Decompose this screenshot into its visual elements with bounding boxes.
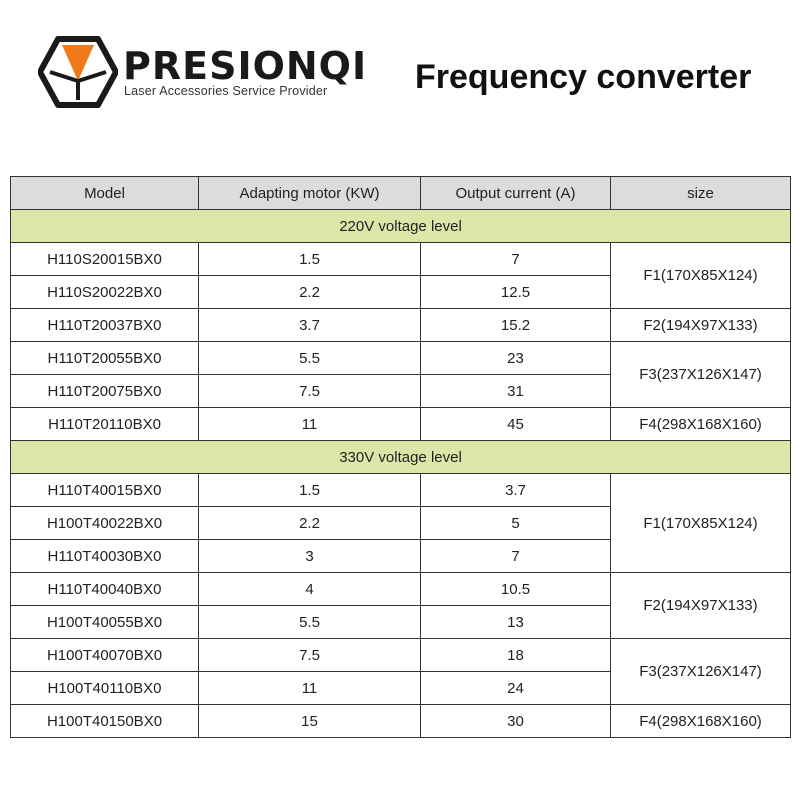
cell-current: 23 bbox=[421, 342, 611, 375]
cell-motor: 7.5 bbox=[199, 639, 421, 672]
table-row bbox=[11, 573, 791, 606]
cell-size: F2(194X97X133) bbox=[611, 573, 791, 639]
cell-current: 30 bbox=[421, 705, 611, 738]
cell-model: H110T40030BX0 bbox=[11, 540, 199, 573]
cell-motor: 15 bbox=[199, 705, 421, 738]
header-motor: Adapting motor (KW) bbox=[199, 177, 421, 210]
cell-current: 10.5 bbox=[421, 573, 611, 606]
cell-motor: 5.5 bbox=[199, 606, 421, 639]
cell-current: 13 bbox=[421, 606, 611, 639]
header-current: Output current (A) bbox=[421, 177, 611, 210]
table-row bbox=[11, 342, 791, 375]
cell-model: H100T40110BX0 bbox=[11, 672, 199, 705]
table-row bbox=[11, 243, 791, 276]
cell-model: H110S20022BX0 bbox=[11, 276, 199, 309]
table-row bbox=[11, 408, 791, 441]
header-size: size bbox=[611, 177, 791, 210]
cell-model: H110T20075BX0 bbox=[11, 375, 199, 408]
cell-model: H110T20037BX0 bbox=[11, 309, 199, 342]
cell-motor: 3.7 bbox=[199, 309, 421, 342]
cell-model: H100T40055BX0 bbox=[11, 606, 199, 639]
table-row bbox=[11, 474, 791, 507]
spec-table bbox=[10, 176, 791, 738]
cell-size: F4(298X168X160) bbox=[611, 408, 791, 441]
cell-model: H100T40022BX0 bbox=[11, 507, 199, 540]
cell-model: H110S20015BX0 bbox=[11, 243, 199, 276]
section-label: 220V voltage level bbox=[11, 210, 791, 243]
table-header-row bbox=[11, 177, 791, 210]
cell-current: 3.7 bbox=[421, 474, 611, 507]
cell-size: F3(237X126X147) bbox=[611, 342, 791, 408]
cell-model: H110T40040BX0 bbox=[11, 573, 199, 606]
brand-tagline: Laser Accessories Service Provider bbox=[124, 84, 328, 98]
cell-current: 7 bbox=[421, 540, 611, 573]
cell-size: F2(194X97X133) bbox=[611, 309, 791, 342]
cell-model: H110T40015BX0 bbox=[11, 474, 199, 507]
cell-current: 45 bbox=[421, 408, 611, 441]
cell-motor: 2.2 bbox=[199, 507, 421, 540]
cell-current: 12.5 bbox=[421, 276, 611, 309]
cell-current: 15.2 bbox=[421, 309, 611, 342]
cell-current: 7 bbox=[421, 243, 611, 276]
cell-size: F4(298X168X160) bbox=[611, 705, 791, 738]
cell-motor: 11 bbox=[199, 408, 421, 441]
section-row-220v bbox=[11, 210, 791, 243]
cell-model: H100T40070BX0 bbox=[11, 639, 199, 672]
cell-motor: 5.5 bbox=[199, 342, 421, 375]
cell-current: 5 bbox=[421, 507, 611, 540]
cell-size: F3(237X126X147) bbox=[611, 639, 791, 705]
cell-size: F1(170X85X124) bbox=[611, 474, 791, 573]
cell-current: 31 bbox=[421, 375, 611, 408]
table-row bbox=[11, 309, 791, 342]
brand-logo-icon bbox=[38, 36, 118, 108]
cell-motor: 11 bbox=[199, 672, 421, 705]
section-label: 330V voltage level bbox=[11, 441, 791, 474]
cell-motor: 1.5 bbox=[199, 243, 421, 276]
cell-motor: 1.5 bbox=[199, 474, 421, 507]
cell-model: H100T40150BX0 bbox=[11, 705, 199, 738]
table-row bbox=[11, 705, 791, 738]
brand-name: PRESIONQI bbox=[123, 44, 368, 88]
cell-current: 24 bbox=[421, 672, 611, 705]
cell-motor: 3 bbox=[199, 540, 421, 573]
cell-model: H110T20110BX0 bbox=[11, 408, 199, 441]
section-row-330v bbox=[11, 441, 791, 474]
cell-size: F1(170X85X124) bbox=[611, 243, 791, 309]
cell-motor: 2.2 bbox=[199, 276, 421, 309]
header-model: Model bbox=[11, 177, 199, 210]
cell-model: H110T20055BX0 bbox=[11, 342, 199, 375]
table-row bbox=[11, 639, 791, 672]
cell-current: 18 bbox=[421, 639, 611, 672]
cell-motor: 4 bbox=[199, 573, 421, 606]
page-title: Frequency converter bbox=[415, 58, 752, 96]
cell-motor: 7.5 bbox=[199, 375, 421, 408]
